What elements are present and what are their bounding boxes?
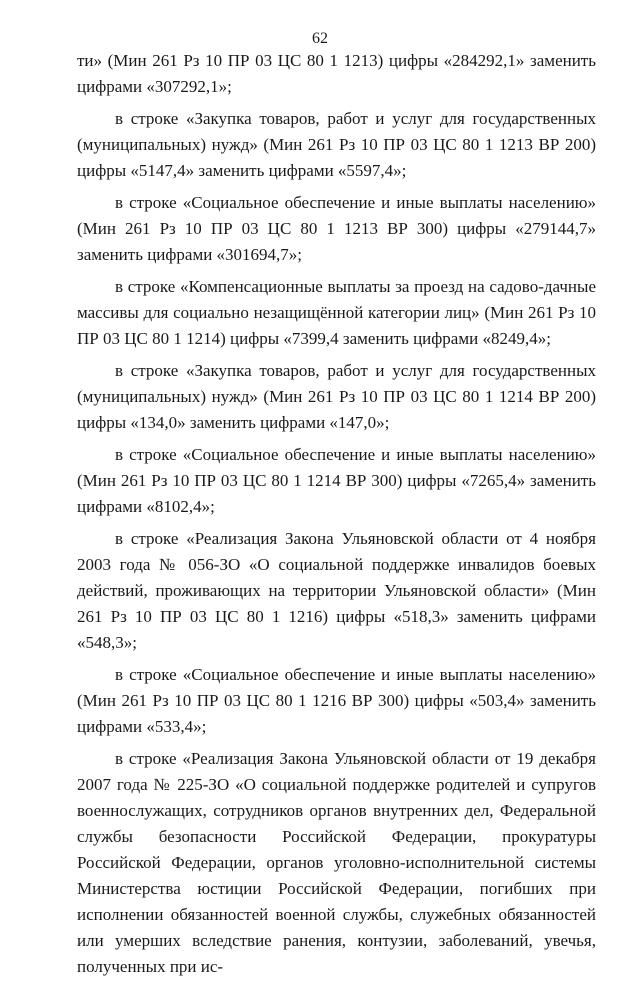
- paragraph: в строке «Реализация Закона Ульяновской области от 19 декабря 2007 года № 225-ЗО «О социальной поддержке родителей и супругов военнослужащих, сотрудников органов внутренних дел, Федеральной службы безопасности Российской Федерации, прокуратуры Российской Федерации, органов уголовно-исполнительной системы Министерства юстиции Российской Федерации, погибших при исполнении обязанностей военной службы, служебных обязанностей или умерших вследствие ранения, контузии, заболеваний, увечья, полученных при ис-: [77, 749, 596, 976]
- page-number: 62: [312, 30, 328, 47]
- paragraph: в строке «Закупка товаров, работ и услуг для государственных (муниципальных) нужд» (Мин 261 Рз 10 ПР 03 ЦС 80 1 1213 ВР 200) цифры «5147,4» заменить цифрами «5597,4»;: [77, 109, 596, 180]
- paragraph: в строке «Социальное обеспечение и иные выплаты населению» (Мин 261 Рз 10 ПР 03 ЦС 80 1 1214 ВР 300) цифры «7265,4» заменить цифрами «8102,4»;: [77, 445, 596, 516]
- paragraph-continuation: ти» (Мин 261 Рз 10 ПР 03 ЦС 80 1 1213) цифры «284292,1» заменить цифрами «307292,1»;: [77, 51, 596, 96]
- document-body: [77, 48, 596, 986]
- paragraph: в строке «Социальное обеспечение и иные выплаты населению» (Мин 261 Рз 10 ПР 03 ЦС 80 1 1216 ВР 300) цифры «503,4» заменить цифрами «533,4»;: [77, 665, 596, 736]
- paragraph: в строке «Компенсационные выплаты за проезд на садово-дачные массивы для социально незащищённой категории лиц» (Мин 261 Рз 10 ПР 03 ЦС 80 1 1214) цифры «7399,4 заменить цифрами «8249,4»;: [77, 277, 596, 348]
- paragraph: в строке «Закупка товаров, работ и услуг для государственных (муниципальных) нужд» (Мин 261 Рз 10 ПР 03 ЦС 80 1 1214 ВР 200) цифры «134,0» заменить цифрами «147,0»;: [77, 361, 596, 432]
- paragraph: в строке «Социальное обеспечение и иные выплаты населению» (Мин 261 Рз 10 ПР 03 ЦС 80 1 1213 ВР 300) цифры «279144,7» заменить цифрами «301694,7»;: [77, 193, 596, 264]
- paragraph: в строке «Реализация Закона Ульяновской области от 4 ноября 2003 года № 056-ЗО «О социальной поддержке инвалидов боевых действий, проживающих на территории Ульяновской области» (Мин 261 Рз 10 ПР 03 ЦС 80 1 1216) цифры «518,3» заменить цифрами «548,3»;: [77, 529, 596, 652]
